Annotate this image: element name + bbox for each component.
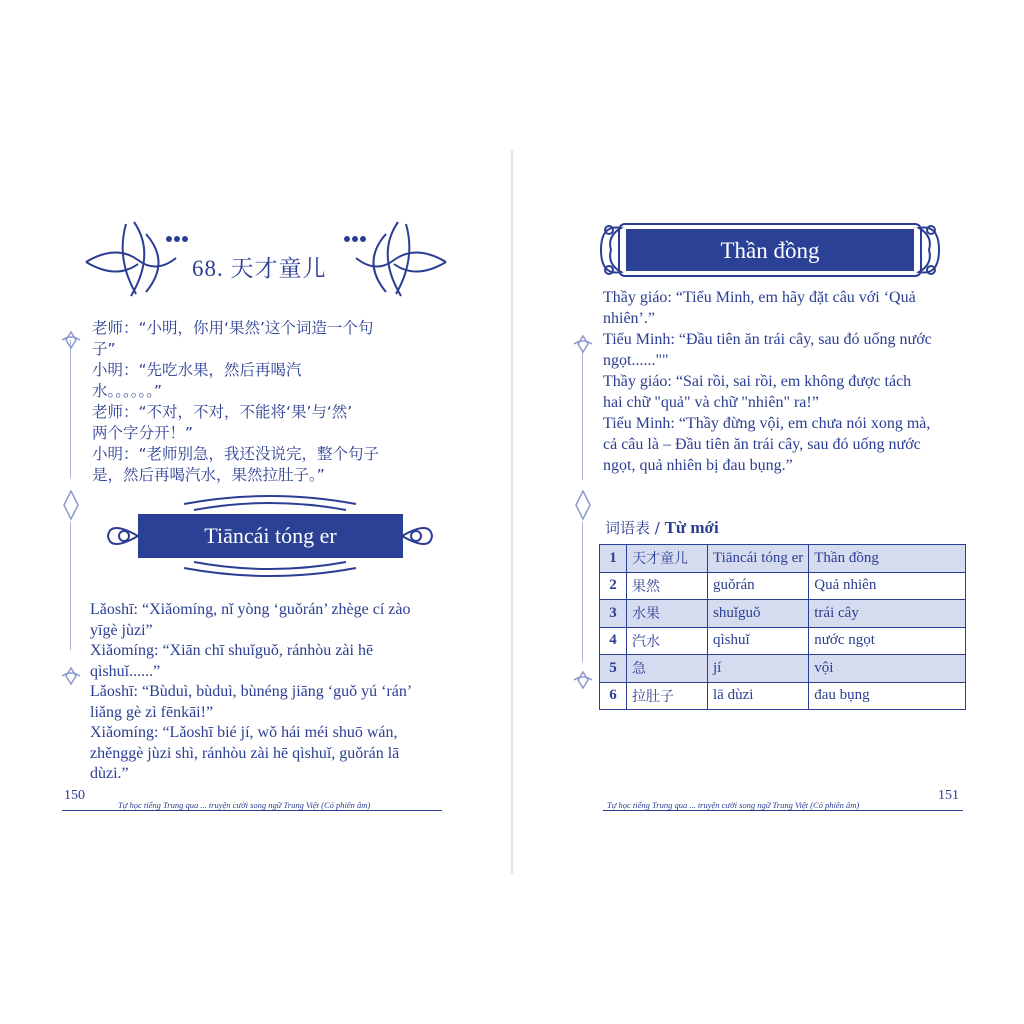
- pinyin-word: shuǐguǒ: [708, 600, 809, 628]
- vietnamese-meaning: Quả nhiên: [809, 572, 966, 600]
- text-line: Xiǎomíng: “Lǎoshī bié jí, wǒ hái méi shuō wán,: [90, 724, 398, 741]
- side-ornament-icon: [572, 334, 594, 354]
- vietnamese-meaning: trái cây: [809, 600, 966, 628]
- table-row: [600, 682, 966, 710]
- vocab-table: [599, 544, 966, 710]
- row-number: 3: [600, 600, 627, 628]
- right-page: [513, 150, 1024, 874]
- text-line: Thầy giáo: “Tiểu Minh, em hãy đặt câu với ‘Quả: [603, 289, 916, 306]
- text-line: 子”: [92, 340, 116, 358]
- side-ornament-lower-icon: [60, 666, 82, 686]
- pinyin-word: lā dùzi: [708, 682, 809, 710]
- vietnamese-meaning: vội: [809, 655, 966, 683]
- text-line: yīgè jùzi”: [90, 621, 153, 639]
- text-line: 小明：“先吃水果，然后再喝汽: [92, 361, 302, 379]
- footer-text: Tự học tiếng Trung qua ... truyện cười song ngữ Trung Việt (Có phiên âm): [607, 800, 860, 810]
- footer-rule: [603, 810, 963, 811]
- text-line: cả câu là – Đầu tiên ăn trái cây, sau đó uống nước: [603, 436, 921, 453]
- pinyin-word: guǒrán: [708, 572, 809, 600]
- row-number: 2: [600, 572, 627, 600]
- chinese-word: 急: [627, 655, 708, 683]
- pinyin-dialogue: [90, 600, 490, 785]
- text-line: hai chữ "quả" và chữ "nhiên" ra!”: [603, 394, 819, 411]
- table-row: [600, 600, 966, 628]
- vietnamese-meaning: đau bụng: [809, 682, 966, 710]
- vietnamese-dialogue: [603, 287, 983, 476]
- text-line: 小明：“老师别急，我还没说完，整个句子: [92, 445, 380, 463]
- table-row: [600, 627, 966, 655]
- text-line: zhěnggè jùzi shì, ránhòu zài hē qìshuǐ, guǒrán lā: [90, 744, 400, 762]
- vocab-heading: [605, 517, 719, 538]
- text-line: dùzi.”: [90, 765, 129, 782]
- text-line: 两个字分开！”: [92, 424, 194, 442]
- text-line: Thầy giáo: “Sai rồi, sai rồi, em không được tách: [603, 373, 912, 390]
- chinese-word: 水果: [627, 600, 708, 628]
- text-line: nhiên’.”: [603, 310, 655, 327]
- footer-text: Tự học tiếng Trung qua ... truyện cười song ngữ Trung Việt (Có phiên âm): [118, 800, 371, 810]
- row-number: 6: [600, 682, 627, 710]
- text-line: 水。。。。。。”: [92, 382, 163, 400]
- page-number: 151: [938, 788, 959, 803]
- side-diamond-icon: [62, 490, 80, 520]
- pinyin-word: jí: [708, 655, 809, 683]
- chinese-word: 拉肚子: [627, 682, 708, 710]
- table-row: [600, 655, 966, 683]
- table-row: [600, 545, 966, 573]
- side-rule: [70, 340, 71, 478]
- page-number: 150: [64, 788, 85, 803]
- side-rule-lower: [582, 522, 583, 662]
- side-diamond-icon: [574, 490, 592, 520]
- vietnamese-meaning: nước ngọt: [809, 627, 966, 655]
- chinese-dialogue: [92, 318, 482, 486]
- row-number: 4: [600, 627, 627, 655]
- text-line: Tiểu Minh: “Đầu tiên ăn trái cây, sau đó uống nước: [603, 331, 932, 348]
- text-line: 老师：“小明，你用‘果然’这个词造一个句: [92, 319, 374, 337]
- side-ornament-icon: [60, 330, 82, 350]
- chinese-word: 汽水: [627, 627, 708, 655]
- text-line: Lǎoshī: “Bùduì, bùduì, bùnéng jiāng ‘guǒ yú ‘rán’: [90, 683, 413, 700]
- vietnamese-meaning: Thần đồng: [809, 545, 966, 573]
- row-number: 5: [600, 655, 627, 683]
- text-line: Xiǎomíng: “Xiān chī shuǐguǒ, ránhòu zài hē: [90, 642, 374, 659]
- vocab-heading-chinese: 词语表 /: [605, 519, 665, 537]
- text-line: Tiểu Minh: “Thầy đừng vội, em chưa nói xong mà,: [603, 415, 931, 432]
- vietnamese-title-banner: Thần đồng: [626, 229, 914, 271]
- row-number: 1: [600, 545, 627, 573]
- text-line: 老师：“不对，不对，不能将‘果’与‘然’: [92, 403, 353, 421]
- side-ornament-lower-icon: [572, 670, 594, 690]
- chinese-word: 天才童儿: [627, 545, 708, 573]
- chinese-word: 果然: [627, 572, 708, 600]
- table-row: [600, 572, 966, 600]
- footer-rule: [62, 810, 442, 811]
- vocab-heading-vietnamese: Từ mới: [664, 518, 719, 537]
- pinyin-word: qìshuǐ: [708, 627, 809, 655]
- side-rule-lower: [70, 522, 71, 650]
- text-line: liǎng gè zì fēnkāi!”: [90, 703, 214, 721]
- side-rule: [582, 350, 583, 480]
- text-line: Lǎoshī: “Xiǎomíng, nǐ yòng ‘guǒrán’ zhège cí zào: [90, 601, 411, 618]
- left-page: [0, 150, 511, 874]
- text-line: 是，然后再喝汽水，果然拉肚子。”: [92, 466, 325, 484]
- text-line: qìshuǐ......”: [90, 662, 161, 680]
- pinyin-word: Tiāncái tóng er: [708, 545, 809, 573]
- text-line: ngọt......"": [603, 352, 669, 369]
- pinyin-title-banner: Tiāncái tóng er: [138, 514, 403, 558]
- text-line: ngọt, quả nhiên bị đau bụng.”: [603, 457, 793, 474]
- story-title-chinese: 68. 天才童儿: [192, 256, 327, 281]
